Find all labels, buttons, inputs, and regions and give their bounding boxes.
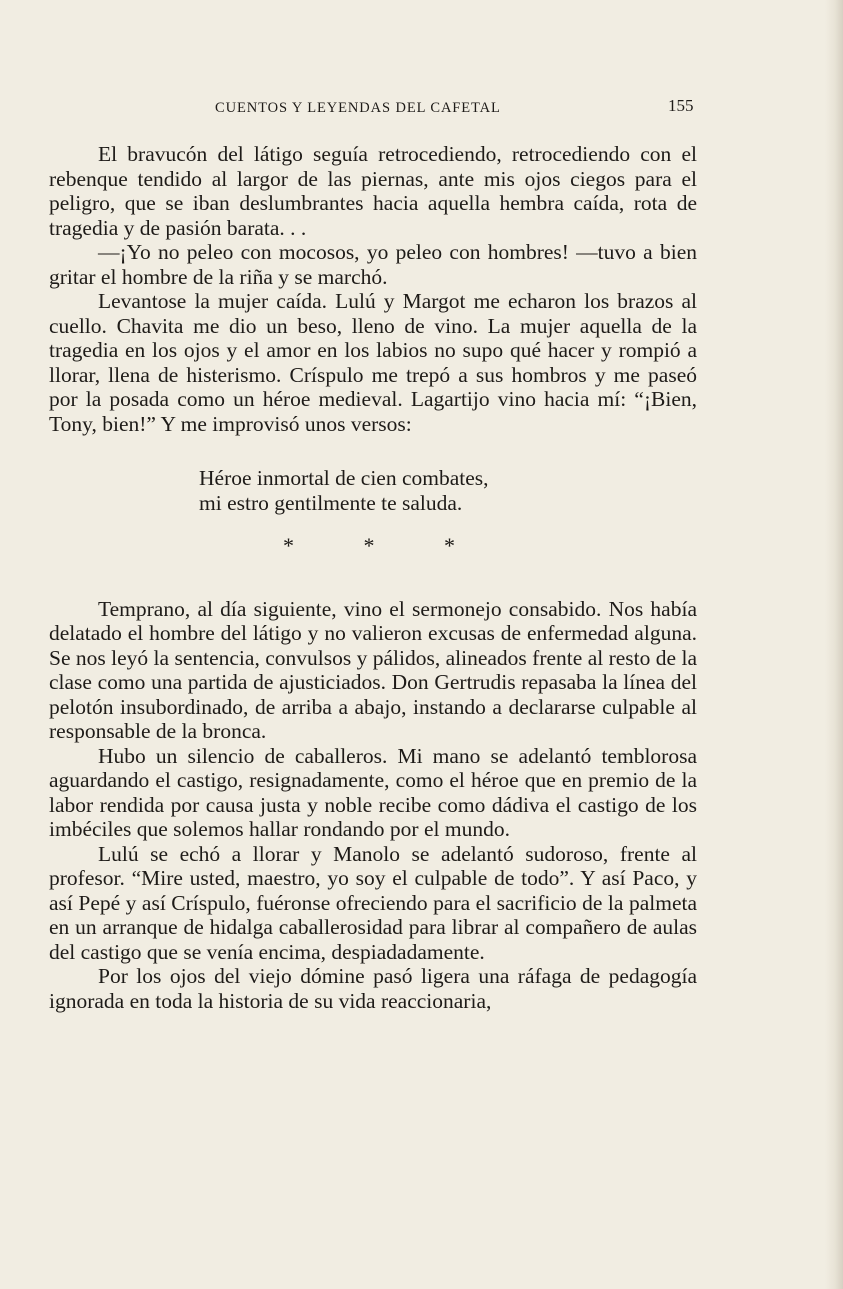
page-header bbox=[0, 92, 843, 122]
paragraph: —¡Yo no peleo con mocosos, yo peleo con hombres! —tuvo a bien gritar el hombre de la riña y se marchó. bbox=[49, 240, 697, 289]
paragraph: El bravucón del látigo seguía retrocediendo, retrocediendo con el rebenque tendido al largor de las piernas, ante mis ojos ciegos para el peligro, que se iban deslumbrantes hacia aquella hembra caída, rota de tragedia y de pasión barata. . . bbox=[49, 142, 697, 240]
verse-line: Héroe inmortal de cien combates, bbox=[199, 466, 489, 490]
paragraph: Temprano, al día siguiente, vino el sermonejo consabido. Nos había delatado el hombre del látigo y no valieron excusas de enfermedad alguna. Se nos leyó la sentencia, convulsos y pálidos, alineados frente al resto de la clase como una partida de ajusticiados. Don Gertrudis repasaba la línea del pelotón insubordinado, de arriba a abajo, instando a declararse culpable al responsable de la bronca. bbox=[49, 596, 697, 743]
body-text bbox=[49, 142, 697, 1013]
paragraph: Hubo un silencio de caballeros. Mi mano se adelantó temblorosa aguardando el castigo, resignadamente, como el héroe que en premio de la labor rendida por causa justa y noble recibe como dádiva el castigo de los imbéciles que solemos hallar rondando por el mundo. bbox=[49, 743, 697, 841]
paragraph: Por los ojos del viejo dómine pasó ligera una ráfaga de pedagogía ignorada en toda la historia de su vida reaccionaria, bbox=[49, 964, 697, 1013]
verse-quote bbox=[199, 466, 697, 515]
verse-line: mi estro gentilmente te saluda. bbox=[199, 490, 463, 515]
running-title: CUENTOS Y LEYENDAS DEL CAFETAL bbox=[215, 100, 501, 116]
paragraph: Levantose la mujer caída. Lulú y Margot me echaron los brazos al cuello. Chavita me dio un beso, lleno de vino. La mujer aquella de la tragedia en los ojos y el amor en los labios no supo qué hacer y rompió a llorar, llena de histerismo. Críspulo me trepó a sus hombros y me paseó por la posada como un héroe medieval. Lagartijo vino hacia mí: “¡Bien, Tony, bien!” Y me improvisó unos versos: bbox=[49, 289, 697, 436]
scan-edge-shadow bbox=[825, 0, 843, 1289]
section-separator: * * * bbox=[283, 533, 487, 558]
paragraph: Lulú se echó a llorar y Manolo se adelantó sudoroso, frente al profesor. “Mire usted, maestro, yo soy el culpable de todo”. Y así Paco, y así Pepé y así Críspulo, fuéronse ofreciendo para el sacrificio de la palmeta en un arranque de hidalga caballerosidad para librar al compañero de aulas del castigo que se venía encima, despiadadamente. bbox=[49, 841, 697, 964]
page-number: 155 bbox=[668, 96, 694, 115]
